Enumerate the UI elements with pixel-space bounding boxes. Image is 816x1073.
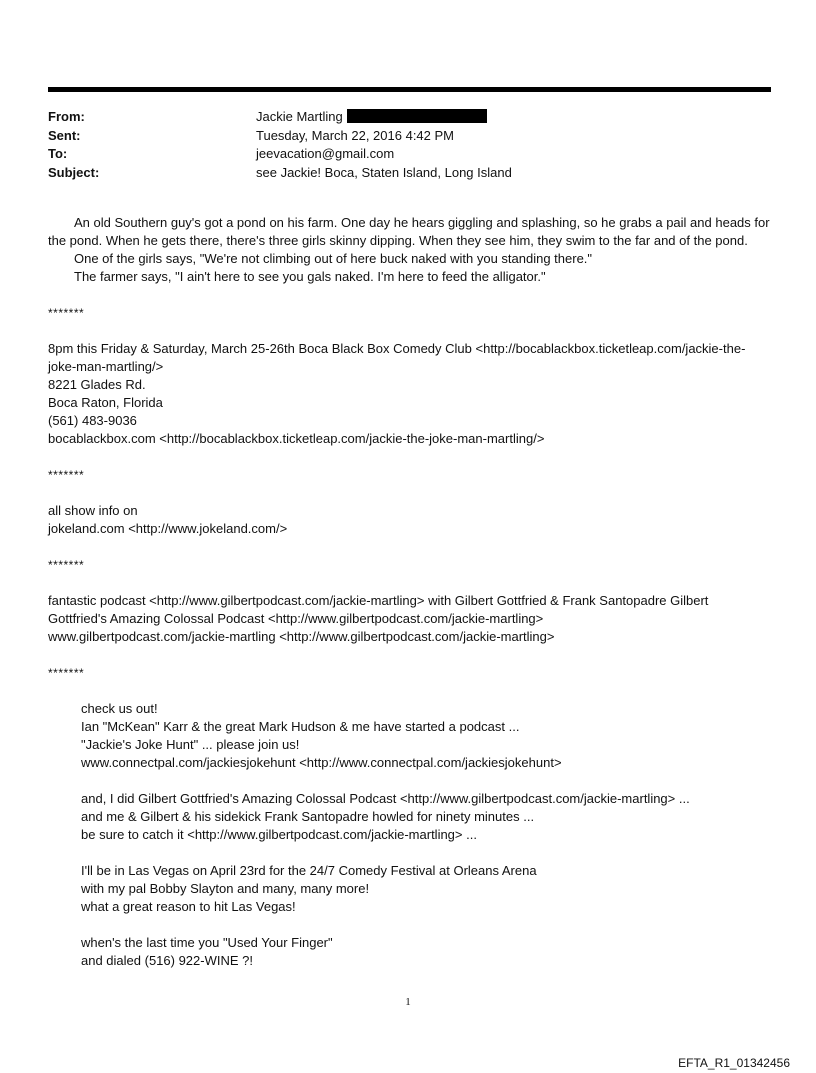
- from-row: [48, 108, 771, 127]
- boca-link: bocablackbox.com <http://bocablackbox.ticketleap.com/jackie-the-joke-man-martling/>: [48, 431, 545, 446]
- email-body: [48, 214, 770, 970]
- boca-show-line: 8pm this Friday & Saturday, March 25-26th Boca Black Box Comedy Club <http://bocablackbox.ticketleap.com/jackie-the-joke-man-martling/>: [48, 341, 746, 374]
- separator: *******: [48, 468, 85, 482]
- checkout-line: with my pal Bobby Slayton and many, many more!: [81, 881, 370, 896]
- to-value: jeevacation@gmail.com: [256, 146, 395, 161]
- checkout-line: I'll be in Las Vegas on April 23rd for the 24/7 Comedy Festival at Orleans Arena: [81, 863, 537, 878]
- podcast-line: fantastic podcast <http://www.gilbertpodcast.com/jackie-martling> with Gilbert Gottfried & Frank Santopadre Gilbert Gottfried's Amazing Colossal Podcast <http://www.gilbertpodcast.com/jackie-martling>: [48, 593, 709, 626]
- header-rule: [48, 87, 771, 92]
- checkout-line: what a great reason to hit Las Vegas!: [81, 899, 296, 914]
- joke-paragraph-3: The farmer says, "I ain't here to see you gals naked. I'm here to feed the alligator.": [74, 269, 546, 284]
- checkout-line: check us out!: [81, 701, 158, 716]
- boca-city: Boca Raton, Florida: [48, 395, 163, 410]
- to-row: [48, 145, 771, 164]
- checkout-line: "Jackie's Joke Hunt" ... please join us!: [81, 737, 300, 752]
- separator: *******: [48, 306, 85, 320]
- subject-value: see Jackie! Boca, Staten Island, Long Island: [256, 164, 512, 180]
- podcast-link: www.gilbertpodcast.com/jackie-martling <http://www.gilbertpodcast.com/jackie-martling>: [48, 629, 555, 644]
- joke-paragraph-2: One of the girls says, "We're not climbing out of here buck naked with you standing there.": [74, 251, 593, 266]
- redaction-box: [347, 109, 487, 123]
- checkout-block: [48, 700, 770, 970]
- sent-value: Tuesday, March 22, 2016 4:42 PM: [256, 127, 454, 143]
- from-value: [256, 108, 487, 127]
- subject-row: [48, 164, 771, 183]
- to-label: To:: [48, 146, 68, 161]
- checkout-line: be sure to catch it <http://www.gilbertpodcast.com/jackie-martling> ...: [81, 827, 477, 842]
- boca-address: 8221 Glades Rd.: [48, 377, 146, 392]
- document-id: EFTA_R1_01342456: [678, 1056, 790, 1070]
- checkout-line: and dialed (516) 922-WINE ?!: [81, 953, 253, 968]
- sent-label: Sent:: [48, 127, 81, 143]
- jokeland-link: jokeland.com <http://www.jokeland.com/>: [48, 521, 288, 536]
- checkout-line: Ian "McKean" Karr & the great Mark Hudson & me have started a podcast ...: [81, 719, 520, 734]
- checkout-line: and, I did Gilbert Gottfried's Amazing Colossal Podcast <http://www.gilbertpodcast.com/jackie-martling> ...: [81, 791, 690, 806]
- checkout-line: www.connectpal.com/jackiesjokehunt <http://www.connectpal.com/jackiesjokehunt>: [81, 755, 562, 770]
- boca-phone: (561) 483-9036: [48, 413, 137, 428]
- joke-paragraph-1: An old Southern guy's got a pond on his farm. One day he hears giggling and splashing, so he grabs a pail and heads for the pond. When he gets there, there's three girls skinny dipping. When they see him, they swim to the far and of the pond.: [48, 215, 770, 248]
- email-header: [48, 108, 771, 182]
- showinfo-line: all show info on: [48, 503, 138, 518]
- checkout-line: when's the last time you "Used Your Finger": [81, 935, 333, 950]
- from-label: From:: [48, 109, 85, 124]
- from-name: Jackie Martling: [256, 109, 343, 124]
- subject-label: Subject:: [48, 164, 100, 180]
- checkout-line: and me & Gilbert & his sidekick Frank Santopadre howled for ninety minutes ...: [81, 809, 535, 824]
- separator: *******: [48, 558, 85, 572]
- sent-row: [48, 127, 771, 146]
- page-number: 1: [405, 996, 411, 1008]
- separator: *******: [48, 666, 85, 680]
